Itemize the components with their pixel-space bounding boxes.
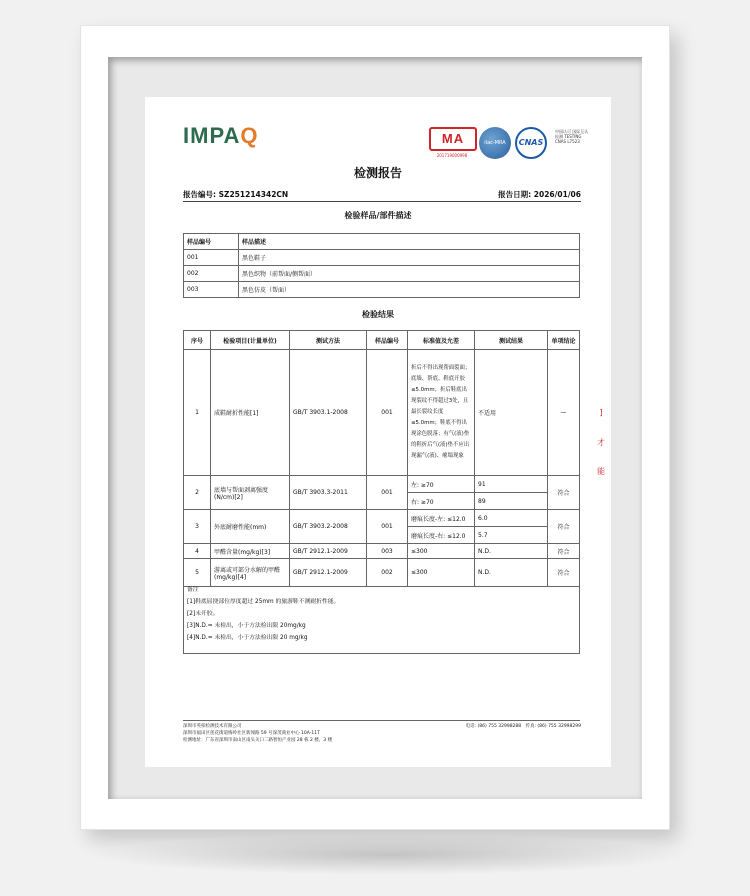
sample-id: 002 — [184, 266, 239, 282]
notes-title: 备注 — [187, 587, 199, 593]
sample-id: 003 — [367, 544, 408, 559]
seal-fragment: ] — [599, 408, 603, 417]
table-row — [184, 250, 580, 266]
sample-id: 002 — [367, 559, 408, 587]
cnas-text: 中国认可 国际互认 检测 TESTING CNAS L7523 — [555, 129, 589, 144]
seal-fragment: 能 — [597, 467, 605, 476]
standard-value: 磨痕长度-右: ≤12.0 — [408, 527, 475, 544]
row-number: 4 — [184, 544, 211, 559]
row-number: 3 — [184, 510, 211, 544]
column-header: 标准值及允差 — [408, 331, 475, 350]
cma-number: 201719000998 — [436, 153, 468, 158]
sample-description: 黑色仿皮（帮面） — [239, 282, 580, 298]
table-row — [184, 559, 580, 587]
column-header: 测试结果 — [475, 331, 548, 350]
report-date: 报告日期: 2026/01/06 — [498, 190, 581, 199]
note-item: [4]N.D.= 未检出，小于方法检出限 20 mg/kg — [187, 635, 308, 641]
test-item: 游离或可部分水解的甲醛(mg/kg)[4] — [211, 559, 290, 587]
footer-office-address: 深圳市福田区莲花街道梅岭社区新闻路 59 号深茂商业中心 10A-11T — [183, 731, 320, 736]
sample-id: 003 — [184, 282, 239, 298]
column-header: 样品描述 — [239, 234, 580, 250]
sample-id: 001 — [367, 350, 408, 476]
footer-divider — [183, 720, 580, 721]
footer-company: 深圳市英柏检测技术有限公司 — [183, 724, 242, 729]
report-document — [145, 97, 611, 767]
conclusion: 符合 — [548, 510, 580, 544]
standard-value: ≤300 — [408, 544, 475, 559]
sample-description: 黑色织物（前帮面/侧帮面） — [239, 266, 580, 282]
test-result: 不适用 — [475, 350, 548, 476]
note-item: [1]鞋底屈挠部位厚度超过 25mm 的旅游鞋不测耐折性能。 — [187, 599, 340, 605]
results-table — [183, 330, 580, 587]
test-method: GB/T 2912.1-2009 — [290, 544, 367, 559]
table-row — [184, 266, 580, 282]
report-number: 报告编号: SZ251214342CN — [183, 190, 289, 199]
cnas-label: CNAS — [515, 127, 547, 159]
footer-phone: 电话: (86) 755 32998288 — [465, 724, 522, 729]
sample-section-title: 检验样品/部件描述 — [344, 211, 412, 220]
frame-shadow — [90, 835, 690, 875]
cma-mark — [429, 127, 475, 161]
test-item: 成鞋耐折性能[1] — [211, 350, 290, 476]
table-row — [184, 476, 580, 493]
notes-box — [183, 584, 580, 654]
table-row — [184, 282, 580, 298]
conclusion: 符合 — [548, 544, 580, 559]
report-title: 检测报告 — [353, 166, 402, 180]
test-method: GB/T 3903.3-2011 — [290, 476, 367, 510]
test-item: 外底耐磨性能(mm) — [211, 510, 290, 544]
sample-description: 黑色鞋子 — [239, 250, 580, 266]
results-header-row — [184, 331, 580, 350]
test-result: 91 — [475, 476, 548, 493]
column-header: 单项结论 — [548, 331, 580, 350]
standard-value: 左: ≥70 — [408, 476, 475, 493]
footer-lab-address: 检测地址：广东省深圳市南山区南头关口二路智恒产业园 28 栋 2 楼、3 楼 — [183, 738, 333, 743]
conclusion: — — [548, 350, 580, 476]
standard-value: ≤300 — [408, 559, 475, 587]
standard-value: 磨痕长度-左: ≤12.0 — [408, 510, 475, 527]
sample-table — [183, 233, 580, 298]
conclusion: 符合 — [548, 559, 580, 587]
sample-header-row — [184, 234, 580, 250]
footer-contact — [466, 723, 581, 729]
sample-id: 001 — [367, 476, 408, 510]
table-row — [184, 510, 580, 527]
column-header: 样品编号 — [367, 331, 408, 350]
test-method: GB/T 2912.1-2009 — [290, 559, 367, 587]
test-item: 底墙与帮面剥离强度(N/cm)[2] — [211, 476, 290, 510]
standard-value: 右: ≥70 — [408, 493, 475, 510]
row-number: 2 — [184, 476, 211, 510]
table-row — [184, 544, 580, 559]
certification-marks — [429, 127, 589, 161]
row-number: 1 — [184, 350, 211, 476]
column-header: 序号 — [184, 331, 211, 350]
table-row — [184, 350, 580, 476]
test-result: 6.0 — [475, 510, 548, 527]
column-header: 测试方法 — [290, 331, 367, 350]
note-item: [2]未开胶。 — [187, 611, 219, 617]
test-result: 5.7 — [475, 527, 548, 544]
ilac-mra-mark: ilac-MRA — [479, 127, 511, 159]
footer-address — [183, 723, 332, 744]
cma-label: MA — [429, 127, 477, 151]
test-result: 89 — [475, 493, 548, 510]
column-header: 检验项目(计量单位) — [211, 331, 290, 350]
company-logo: IMPAQ — [183, 123, 259, 148]
test-method: GB/T 3903.1-2008 — [290, 350, 367, 476]
cnas-mark — [515, 127, 553, 159]
sample-id: 001 — [184, 250, 239, 266]
sample-id: 001 — [367, 510, 408, 544]
note-item: [3]N.D.= 未检出，小于方法检出限 20mg/kg — [187, 623, 306, 629]
test-method: GB/T 3903.2-2008 — [290, 510, 367, 544]
column-header: 样品编号 — [184, 234, 239, 250]
results-section-title: 检验结果 — [362, 310, 394, 319]
test-item: 甲醛含量(mg/kg)[3] — [211, 544, 290, 559]
conclusion: 符合 — [548, 476, 580, 510]
footer-fax: 传真: (86) 755 32998299 — [525, 724, 581, 729]
test-result: N.D. — [475, 559, 548, 587]
divider — [183, 201, 581, 202]
standard-value: 折后不得出现帮面裂面；底墙、帮底、鞋底开胶≤5.0mm；折后鞋底出现裂纹不得超过3处，且最长裂纹长度≤5.0mm；鞋底不得出现涂色脱落；有气(液)垫的鞋折后气(液)垫不应出现漏气(液)、瘪塌现象 — [408, 350, 475, 476]
row-number: 5 — [184, 559, 211, 587]
test-result: N.D. — [475, 544, 548, 559]
seal-fragment: 才 — [597, 438, 605, 447]
